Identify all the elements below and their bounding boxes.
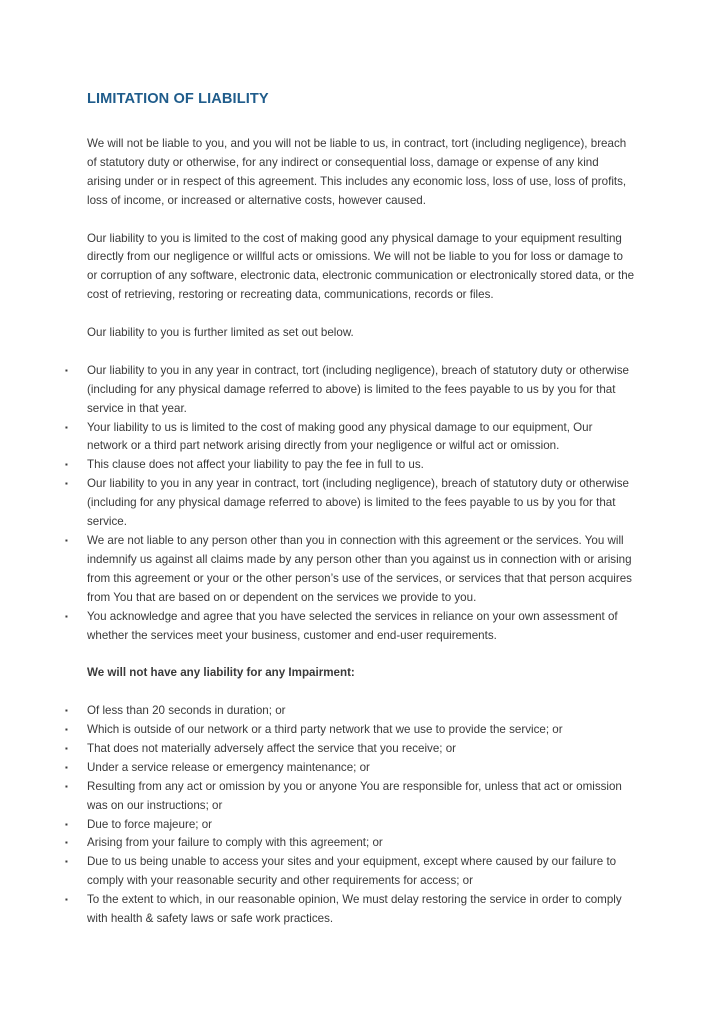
list-item — [65, 740, 635, 759]
liability-list — [65, 362, 635, 646]
list-item-text: Due to force majeure; or — [87, 817, 213, 831]
bullet-icon: ▪ — [65, 762, 68, 772]
list-item-text: Of less than 20 seconds in duration; or — [87, 704, 286, 718]
bullet-icon: ▪ — [65, 725, 68, 735]
bullet-icon: ▪ — [65, 479, 68, 489]
list-item-text: Which is outside of our network or a third party network that we use to provide the service; or — [87, 723, 563, 737]
list-item-text: Due to us being unable to access your sites and your equipment, except where caused by our failure to comply with your reasonable security and other requirements for access; or — [87, 855, 617, 888]
list-item — [65, 834, 635, 853]
bullet-icon: ▪ — [65, 706, 68, 716]
bullet-icon: ▪ — [65, 819, 68, 829]
list-item — [65, 532, 635, 608]
list-item-text: Our liability to you in any year in contract, tort (including negligence), breach of statutory duty or otherwise (including for any physical damage referred to above) is limited to the fees payable to us by you for that service. — [87, 477, 629, 529]
list-item — [65, 456, 635, 475]
list-item-text: Resulting from any act or omission by you or anyone You are responsible for, unless that act or omission was on our instructions; or — [87, 779, 622, 812]
list-item — [65, 475, 635, 532]
bullet-icon: ▪ — [65, 743, 68, 753]
paragraph-further-limited: Our liability to you is further limited as set out below. — [87, 326, 354, 340]
list-item-text: Your liability to us is limited to the cost of making good any physical damage to our equipment, Our network or a third part network arising directly from your negligence or wilful act or omission. — [87, 420, 593, 453]
list-item — [65, 608, 635, 646]
list-item — [65, 419, 635, 457]
paragraph-liability-limit: Our liability to you is limited to the cost of making good any physical damage to your equipment resulting directly from our negligence or willful acts or omissions. We will not be liable to you for loss or damage to or corruption of any software, electronic data, electronic communication or electronically stored data, or the cost of retrieving, restoring or recreating data, communications, records or files. — [87, 231, 635, 302]
paragraph-indirect-loss: We will not be liable to you, and you will not be liable to us, in contract, tort (including negligence), breach of statutory duty or otherwise, for any indirect or consequential loss, damage or expense of any kind arising under or in respect of this agreement. This includes any economic loss, loss of use, loss of profits, loss of income, or increased or alternative costs, however caused. — [87, 137, 627, 207]
bullet-icon: ▪ — [65, 838, 68, 848]
bullet-icon: ▪ — [65, 365, 68, 375]
list-item-text: Our liability to you in any year in contract, tort (including negligence), breach of statutory duty or otherwise (including for any physical damage referred to above) is limited to the fees payable to us by you for that service in that year. — [87, 363, 629, 415]
list-item-text: That does not materially adversely affect the service that you receive; or — [87, 741, 457, 755]
list-item — [65, 362, 635, 419]
impairment-subheading: We will not have any liability for any Impairment: — [87, 666, 355, 680]
list-item — [65, 702, 635, 721]
impairment-list — [65, 702, 635, 929]
list-item — [65, 816, 635, 835]
list-item — [65, 778, 635, 816]
bullet-icon: ▪ — [65, 857, 68, 867]
list-item-text: We are not liable to any person other than you in connection with this agreement or the services. You will indemnify us against all claims made by any person other than you against us in connection with or arising from this agreement or your or the other person’s use of the services, or services that that person acquires from You that are based on or dependent on the services we provide to you. — [87, 533, 632, 604]
bullet-icon: ▪ — [65, 460, 68, 470]
bullet-icon: ▪ — [65, 535, 68, 545]
list-item-text: Under a service release or emergency maintenance; or — [87, 760, 370, 774]
list-item — [65, 853, 635, 891]
list-item-text: This clause does not affect your liability to pay the fee in full to us. — [87, 458, 424, 472]
page-title: LIMITATION OF LIABILITY — [87, 91, 269, 107]
list-item-text: To the extent to which, in our reasonable opinion, We must delay restoring the service in order to comply with health & safety laws or safe work practices. — [87, 893, 622, 926]
list-item — [65, 721, 635, 740]
list-item-text: You acknowledge and agree that you have selected the services in reliance on your own assessment of whether the services meet your business, customer and end-user requirements. — [87, 609, 618, 642]
bullet-icon: ▪ — [65, 422, 68, 432]
document-body — [65, 135, 635, 948]
bullet-icon: ▪ — [65, 895, 68, 905]
list-item-text: Arising from your failure to comply with this agreement; or — [87, 836, 383, 850]
bullet-icon: ▪ — [65, 781, 68, 791]
list-item — [65, 891, 635, 929]
list-item — [65, 759, 635, 778]
bullet-icon: ▪ — [65, 611, 68, 621]
